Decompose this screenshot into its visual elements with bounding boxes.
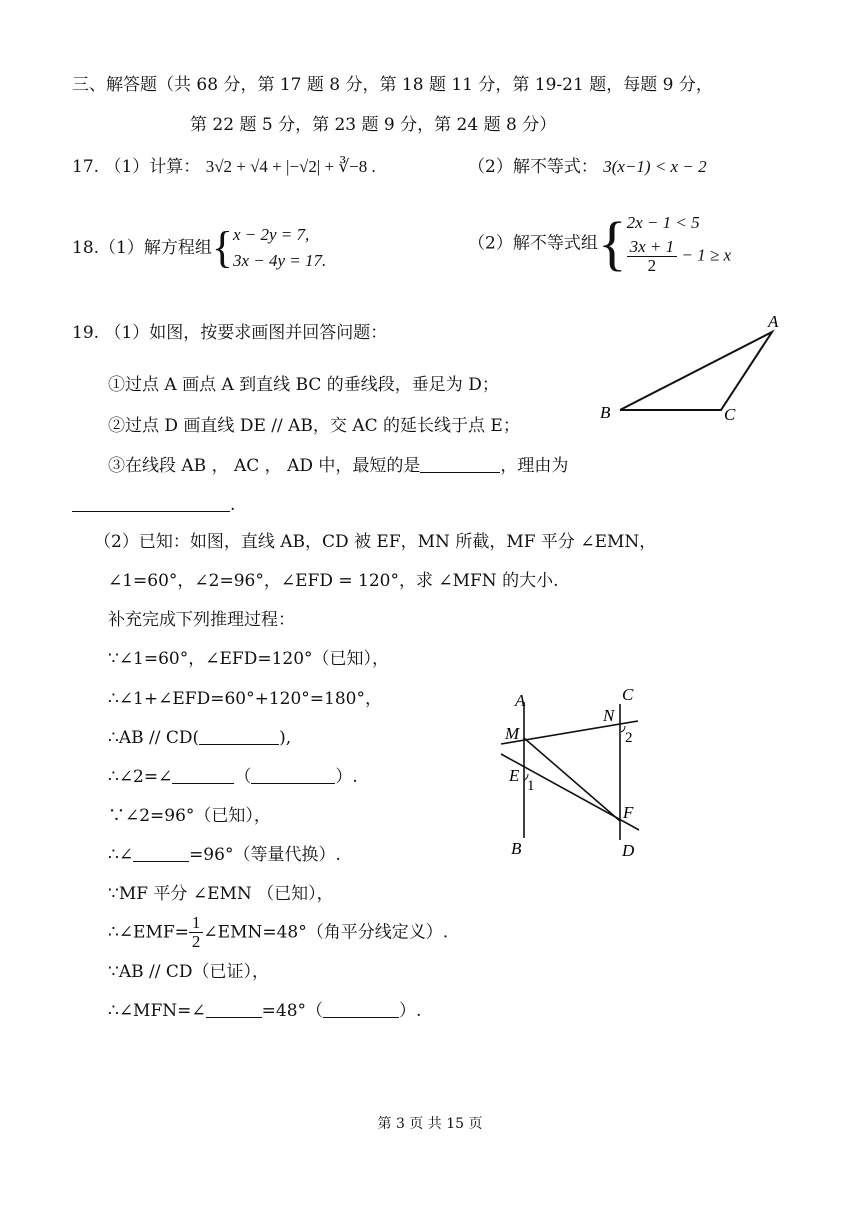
q18-equation-2: 3x − 4y = 17. <box>232 251 327 270</box>
label-b: B <box>600 403 611 422</box>
answer-blank[interactable] <box>172 767 234 784</box>
q17-line <box>72 156 376 178</box>
q19-step3-end: . <box>230 495 236 515</box>
reason-8-text: ∴∠EMF= <box>108 922 189 943</box>
q18-inequality-2-fraction <box>627 238 678 275</box>
label-a: A <box>768 312 779 331</box>
q18-equation-1: x − 2y = 7, <box>232 225 310 244</box>
reason-7: ∵MF 平分 ∠EMN （已知）， <box>108 884 334 904</box>
answer-blank[interactable] <box>72 495 230 512</box>
reason-6 <box>108 844 341 866</box>
q19-part2-line1: （2）已知：如图，直线 AB，CD 被 EF，MN 所截，MF 平分 ∠EMN， <box>94 532 657 552</box>
q18-inequality-1: 2x − 1 < 5 <box>626 213 700 232</box>
parallel-lines-figure <box>495 682 665 862</box>
q19-part2-line3: 补充完成下列推理过程： <box>108 610 295 630</box>
reason-3-text: ∴AB // CD( <box>108 728 200 748</box>
q19-step3-text: ③在线段 AB ， AC ， AD 中，最短的是 <box>108 456 421 476</box>
label-b: B <box>511 839 522 858</box>
label-m: M <box>505 724 520 743</box>
reason-10-text: ∴∠MFN=∠ <box>108 1001 206 1021</box>
q17-part2-expression: 3(x−1) < x − 2 <box>603 157 707 176</box>
reason-5: ∵∠2=96°（已知）， <box>108 806 271 826</box>
reason-6-end: =96°（等量代换）. <box>189 845 341 865</box>
answer-blank[interactable] <box>206 1001 262 1018</box>
section-heading-line2: 第 22 题 5 分，第 23 题 9 分，第 24 题 8 分） <box>190 115 557 135</box>
reason-9: ∵AB // CD（已证）， <box>108 962 269 982</box>
half-fraction <box>189 914 204 951</box>
reason-8 <box>108 914 448 951</box>
q17-part1-expression: 3√2 + √4 + |−√2| + ∛−8 . <box>205 157 376 176</box>
fraction-numerator: 1 <box>189 914 204 933</box>
reason-3-end: ), <box>279 728 292 748</box>
reason-1: ∵∠1=60°，∠EFD=120°（已知）， <box>108 649 390 669</box>
fraction-denominator: 2 <box>191 932 201 951</box>
answer-blank[interactable] <box>420 456 500 473</box>
left-brace-icon: { <box>597 210 627 277</box>
q19-step1: ①过点 A 画点 A 到直线 BC 的垂线段，垂足为 D； <box>108 375 499 395</box>
page-footer: 第 3 页 共 15 页 <box>377 1116 483 1132</box>
label-n: N <box>603 706 615 725</box>
reason-4-open: （ <box>234 767 252 787</box>
q18-inequality-2-rest: − 1 ≥ x <box>681 245 732 265</box>
q19-step3 <box>108 455 568 477</box>
answer-blank[interactable] <box>133 845 189 862</box>
reason-10-open: =48°（ <box>261 1001 324 1021</box>
q18-part2-label: （2）解不等式组 <box>468 233 598 254</box>
q17-part2 <box>468 156 707 178</box>
label-a: A <box>515 691 526 710</box>
line-mf <box>524 738 620 821</box>
reason-10 <box>108 1000 421 1022</box>
q19-step2: ②过点 D 画直线 DE // AB，交 AC 的延长线于点 E； <box>108 416 520 436</box>
answer-blank[interactable] <box>251 767 335 784</box>
label-d: D <box>622 841 635 860</box>
triangle-abc <box>620 332 772 410</box>
q17-part1-label: （1）计算： <box>104 157 201 177</box>
answer-blank[interactable] <box>199 728 279 745</box>
reason-10-close: ）. <box>399 1001 422 1021</box>
q19-part2-line2: ∠1=60°，∠2=96°，∠EFD = 120°，求 ∠MFN 的大小. <box>108 571 559 591</box>
q19-step3-tail: ，理由为 <box>500 456 569 476</box>
fraction-denominator: 2 <box>647 256 657 275</box>
q18-part1 <box>72 222 326 274</box>
label-angle-2: 2 <box>625 730 633 746</box>
reason-3 <box>108 727 291 749</box>
q19-part1-heading: 19. （1）如图，按要求画图并回答问题： <box>72 323 388 343</box>
q18-part1-label: 18.（1）解方程组 <box>72 238 212 258</box>
reason-4 <box>108 766 358 788</box>
fraction-numerator: 3x + 1 <box>627 238 678 257</box>
label-angle-1: 1 <box>527 778 535 794</box>
q19-step3-reason <box>72 494 235 516</box>
reason-4-text: ∴∠2=∠ <box>108 767 173 787</box>
reason-2: ∴∠1+∠EFD=60°+120°=180°， <box>108 689 382 709</box>
q17-part2-label: （2）解不等式： <box>468 157 598 177</box>
reason-4-close: ）. <box>335 767 358 787</box>
q18-part2 <box>468 212 731 275</box>
q17-number: 17. <box>72 157 100 177</box>
section-heading-line1: 三、解答题（共 68 分，第 17 题 8 分，第 18 题 11 分，第 19-21 题，每题 9 分， <box>72 75 713 95</box>
answer-blank[interactable] <box>323 1001 399 1018</box>
label-e: E <box>509 766 520 785</box>
triangle-figure <box>590 310 800 430</box>
label-c: C <box>724 405 736 424</box>
label-c: C <box>622 685 634 704</box>
line-mn <box>501 721 638 744</box>
left-brace-icon: { <box>211 223 233 272</box>
reason-6-text: ∴∠ <box>108 845 134 865</box>
label-f: F <box>623 803 634 822</box>
reason-8-end: ∠EMN=48°（角平分线定义）. <box>203 922 449 943</box>
